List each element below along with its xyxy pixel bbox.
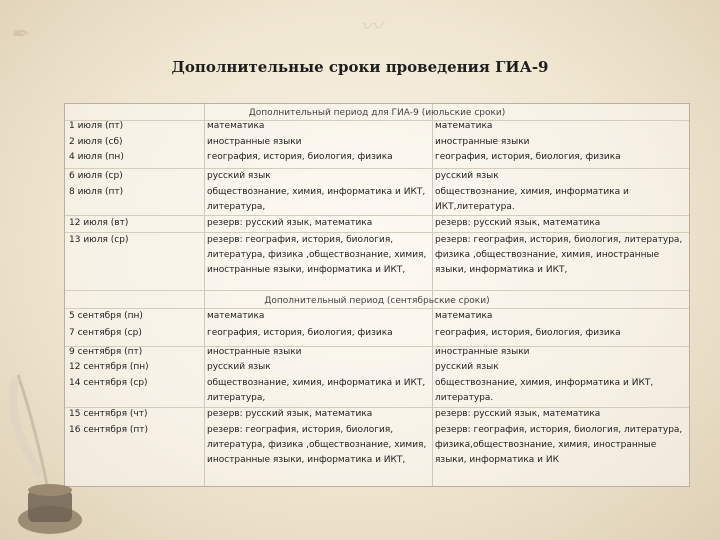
july-date: 4 июля (пн) [69,152,124,162]
september-subject-alt: физика,обществознание, химия, иностранные [435,440,657,450]
july-subject-main: литература, [207,202,266,212]
row-divider [65,346,689,347]
september-subject-main: резерв: русский язык, математика [207,409,373,419]
july-subject-main: резерв: русский язык, математика [207,218,373,228]
july-subject-main: иностранные языки [207,137,302,147]
september-subject-main: русский язык [207,362,271,372]
july-subject-alt: резерв: география, история, биология, литература, [435,235,683,245]
july-subject-main: литература, физика ,обществознание, химия, [207,250,427,260]
september-subject-alt: резерв: русский язык, математика [435,409,601,419]
july-subject-main: обществознание, химия, информатика и ИКТ, [207,187,426,197]
july-period-heading: Дополнительный период для ГИА-9 (июльские сроки) [248,108,506,118]
row-divider [65,308,689,309]
september-date: 5 сентября (пн) [69,311,143,321]
september-date: 16 сентября (пт) [69,425,149,435]
september-subject-alt: резерв: география, история, биология, литература, [435,425,683,435]
july-date: 13 июля (ср) [69,235,129,245]
column-divider [204,104,205,486]
decorative-script: 〰 [360,15,383,40]
september-subject-main: иностранные языки [207,347,302,357]
july-subject-alt: резерв: русский язык, математика [435,218,601,228]
september-subject-alt: русский язык [435,362,499,372]
september-date: 14 сентября (ср) [69,378,148,388]
page-title: Дополнительные сроки проведения ГИА-9 [171,58,549,76]
september-subject-main: обществознание, химия, информатика и ИКТ, [207,378,426,388]
september-subject-main: литература, физика ,обществознание, химия, [207,440,427,450]
july-subject-alt: география, история, биология, физика [435,152,621,162]
july-subject-alt: иностранные языки [435,137,530,147]
quill-inkwell-illustration [0,370,95,540]
july-subject-alt: языки, информатика и ИКТ, [435,265,568,275]
september-subject-alt: языки, информатика и ИК [435,455,560,465]
july-subject-main: резерв: география, история, биология, [207,235,394,245]
july-subject-alt: ИКТ,литература. [435,202,515,212]
september-subject-alt: обществознание, химия, информатика и ИКТ, [435,378,654,388]
september-subject-alt: иностранные языки [435,347,530,357]
september-subject-alt: литература. [435,393,494,403]
september-subject-main: математика [207,311,265,321]
july-date: 8 июля (пт) [69,187,124,197]
september-subject-main: литература, [207,393,266,403]
july-date: 1 июля (пт) [69,121,124,131]
september-subject-main: география, история, биология, физика [207,328,393,338]
july-date: 2 июля (сб) [69,137,123,147]
row-divider [65,290,689,291]
september-subject-alt: география, история, биология, физика [435,328,621,338]
july-date: 12 июля (вт) [69,218,129,228]
september-subject-alt: математика [435,311,493,321]
july-subject-alt: русский язык [435,171,499,181]
july-subject-main: иностранные языки, информатика и ИКТ, [207,265,406,275]
september-subject-main: иностранные языки, информатика и ИКТ, [207,455,406,465]
july-subject-main: русский язык [207,171,271,181]
september-date: 15 сентября (чт) [69,409,148,419]
july-subject-alt: физика ,обществознание, химия, иностранные [435,250,660,260]
september-date: 9 сентября (пт) [69,347,143,357]
july-subject-alt: обществознание, химия, информатика и [435,187,629,197]
september-period-heading: Дополнительный период (сентябрьские сроки) [264,296,490,306]
july-date: 6 июля (ср) [69,171,123,181]
schedule-table [64,103,690,487]
decorative-script: ✒ [10,22,29,47]
september-subject-main: резерв: география, история, биология, [207,425,394,435]
september-date: 7 сентября (ср) [69,328,142,338]
row-divider [65,120,689,121]
july-subject-alt: математика [435,121,493,131]
september-date: 12 сентября (пн) [69,362,149,372]
row-divider [65,168,689,169]
july-subject-main: география, история, биология, физика [207,152,393,162]
july-subject-main: математика [207,121,265,131]
column-divider [432,104,433,486]
